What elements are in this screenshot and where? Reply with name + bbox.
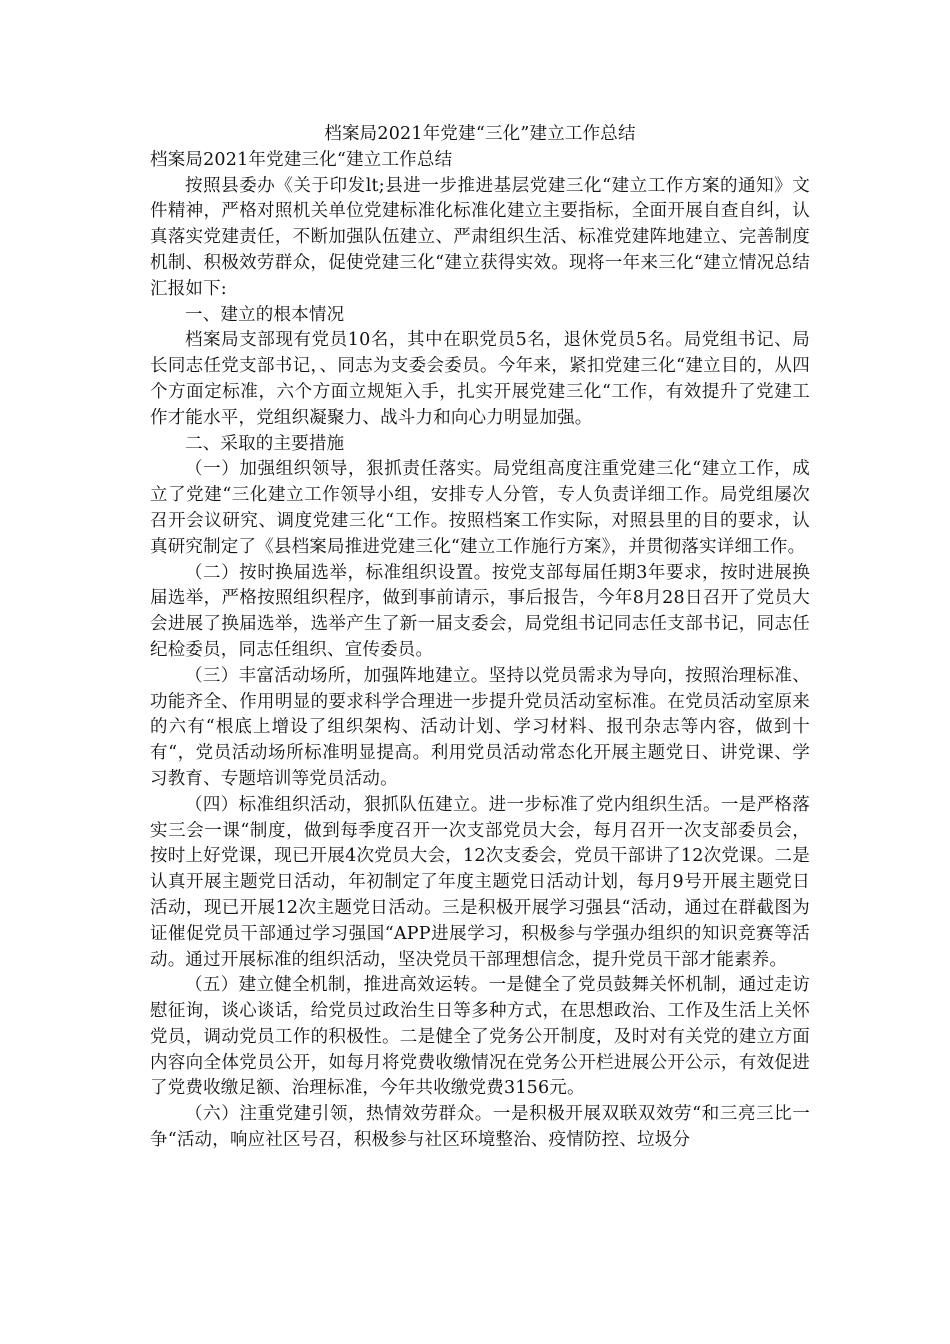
paragraph-intro: 按照县委办《关于印发lt;县进一步推进基层党建三化“建立工作方案的通知》文件精神，严格对照机关单位党建标准化标准化建立主要指标，全面开展自查自纠，认真落实党建责任，不断加强队伍建立、严肃组织生活、标准党建阵地建立、完善制度机制、积极效劳群众，促使党建三化“建立获得实效。现将一年来三化“建立情况总结汇报如下:: [150, 175, 810, 299]
section-heading-2: 二、采取的主要措施: [185, 433, 345, 454]
paragraph-measure-5: （五）建立健全机制，推进高效运转。一是健全了党员鼓舞关怀机制，通过走访慰征询，谈心谈话，给党员过政治生日等多种方式，在思想政治、工作及生活上关怀党员，调动党员工作的积极性。二是健全了党务公开制度，及时对有关党的建立方面内容向全体党员公开，如每月将党费收缴情况在党务公开栏进展公开公示，有效促进了党费收缴足额、治理标准，今年共收缴党费3156元。: [150, 975, 810, 1099]
paragraph-measure-1: （一）加强组织领导，狠抓责任落实。局党组高度注重党建三化“建立工作，成立了党建“三化建立工作领导小组，安排专人分管，专人负责详细工作。局党组屡次召开会议研究、调度党建三化“工作。按照档案工作实际，对照县里的目的要求，认真研究制定了《县档案局推进党建三化“建立工作施行方案》，并贯彻落实详细工作。: [150, 459, 810, 557]
section-heading-1: 一、建立的根本情况: [185, 304, 345, 325]
paragraph-measure-3: （三）丰富活动场所，加强阵地建立。坚持以党员需求为导向，按照治理标准、功能齐全、作用明显的要求科学合理进一步提升党员活动室标准。在党员活动室原来的六有“根底上增设了组织架构、活动计划、学习材料、报刊杂志等内容，做到十有“，党员活动场所标准明显提高。利用党员活动常态化开展主题党日、讲党课、学习教育、专题培训等党员活动。: [150, 665, 810, 789]
paragraph-measure-6: （六）注重党建引领，热情效劳群众。一是积极开展双联双效劳“和三亮三比一争“活动，响应社区号召，积极参与社区环境整治、疫情防控、垃圾分: [150, 1104, 810, 1151]
document-subtitle: 档案局2021年党建三化“建立工作总结: [150, 149, 453, 170]
document-page: [150, 122, 810, 1154]
paragraph-basic-situation: 档案局支部现有党员10名，其中在职党员5名，退休党员5名。局党组书记、局长同志任党支部书记，、同志为支委会委员。今年来，紧扣党建三化“建立目的，从四个方面定标准，六个方面立规矩入手，扎实开展党建三化“工作，有效提升了党建工作才能水平，党组织凝聚力、战斗力和向心力明显加强。: [150, 330, 810, 428]
document-title: 档案局2021年党建“三化”建立工作总结: [324, 124, 636, 144]
paragraph-measure-2: （二）按时换届选举，标准组织设置。按党支部每届任期3年要求，按时进展换届选举，严格按照组织程序，做到事前请示，事后报告，今年8月28日召开了党员大会进展了换届选举，选举产生了新一届支委会，局党组书记同志任支部书记，同志任纪检委员，同志任组织、宣传委员。: [150, 562, 810, 660]
paragraph-measure-4: （四）标准组织活动，狠抓队伍建立。进一步标准了党内组织生活。一是严格落实三会一课“制度，做到每季度召开一次支部党员大会，每月召开一次支部委员会，按时上好党课，现已开展4次党员大会，12次支委会，党员干部讲了12次党课。二是认真开展主题党日活动，年初制定了年度主题党日活动计划，每月9号开展主题党日活动，现已开展12次主题党日活动。三是积极开展学习强县“活动，通过在群截图为证催促党员干部通过学习强国“APP进展学习，积极参与学强办组织的知识竞赛等活动。通过开展标准的组织活动，坚决党员干部理想信念，提升党员干部才能素养。: [150, 794, 810, 970]
